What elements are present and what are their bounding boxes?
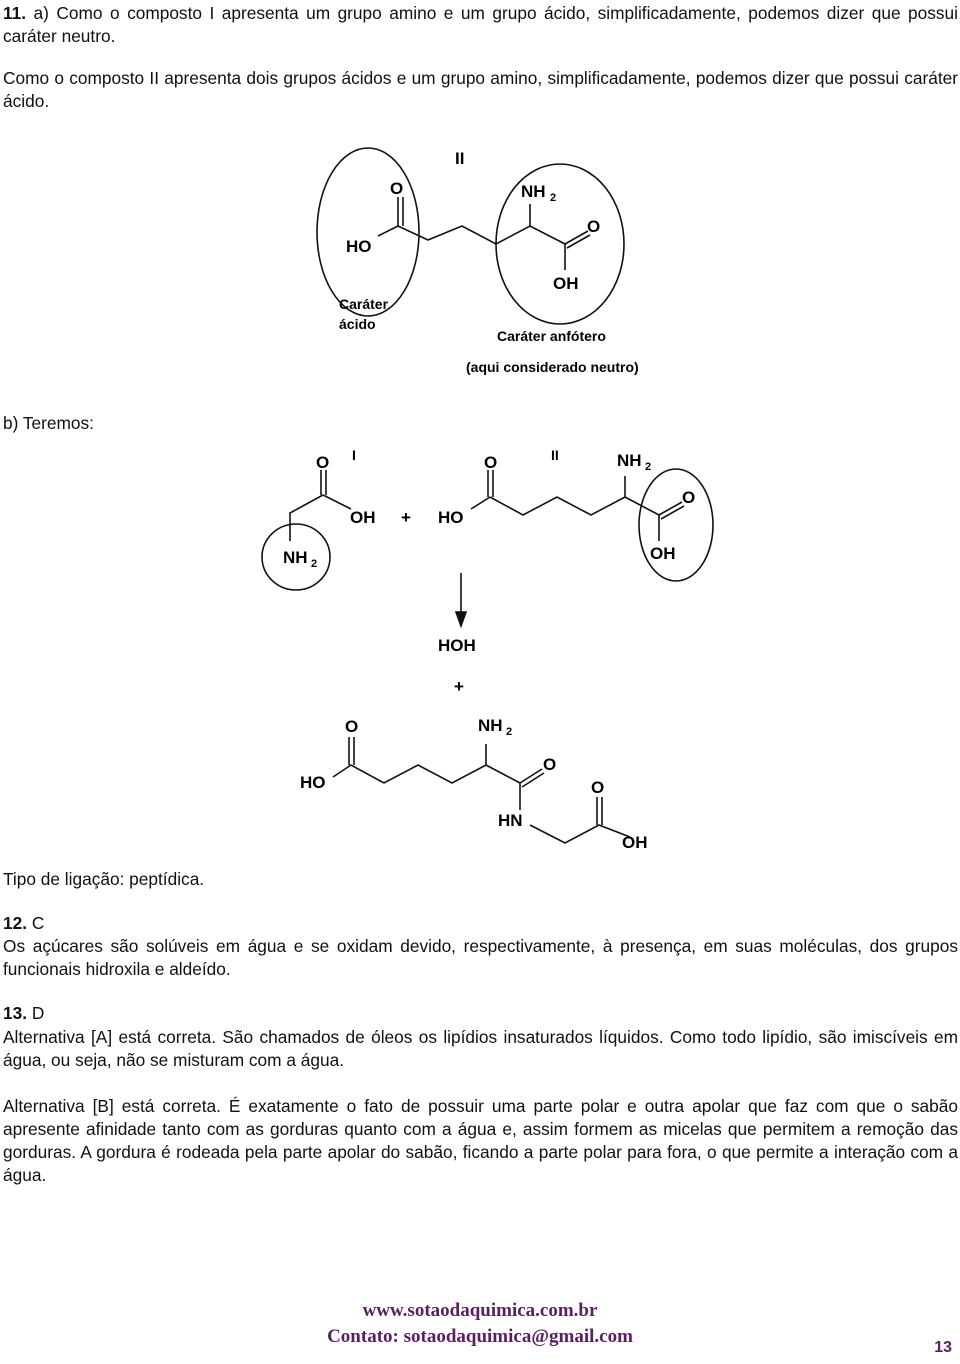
q11-b-text: b) Teremos:: [3, 413, 94, 433]
fig2-product-nh2: NH: [478, 716, 503, 735]
fig1-caption-neutral: (aqui considerado neutro): [466, 359, 639, 375]
amino-circle: [262, 524, 330, 590]
fig1-caption-amphoteric: Caráter anfótero: [497, 328, 606, 344]
q13-alternative-a: Alternativa [A] está correta. São chamados de óleos os lipídios insaturados líquidos. Como todo lipídio, são imiscíveis em água, ou seja, não se misturam com a água.: [3, 1027, 958, 1070]
fig1-o-top: O: [390, 179, 404, 198]
fig1-compound-label: II: [455, 149, 465, 168]
fig2-plus2: +: [454, 677, 464, 696]
carboxyl-circle: [639, 469, 713, 581]
fig2-nh2-1: NH: [283, 548, 308, 567]
amphoteric-circle: [496, 164, 624, 324]
fig2-nh2-2-sub: 2: [645, 461, 652, 473]
fig1-ho: HO: [346, 237, 372, 256]
q13-header: [3, 1002, 958, 1025]
q13-number: 13.: [3, 1003, 28, 1023]
fig1-nh-sub: 2: [550, 192, 557, 204]
fig2-water: HOH: [438, 636, 476, 655]
q11-bond-type: Tipo de ligação: peptídica.: [3, 869, 205, 889]
q11-a-text: a) Como o composto I apresenta um grupo amino e um grupo ácido, simplificadamente, podemos dizer que possui caráter neutro.: [3, 3, 958, 46]
footer-contact[interactable]: Contato: sotaodaquimica@gmail.com: [327, 1326, 633, 1347]
fig2-oh3: OH: [650, 544, 676, 563]
fig2-nh2-1-sub: 2: [311, 558, 318, 570]
fig2-o3: O: [682, 488, 696, 507]
fig2-nh2-2: NH: [617, 451, 642, 470]
acid-circle: [317, 148, 419, 316]
fig2-product-o2: O: [543, 755, 557, 774]
fig2-label-ii: II: [551, 447, 559, 463]
q12-number: 12.: [3, 913, 28, 933]
fig1-nh: NH: [521, 182, 546, 201]
fig2-product-o1: O: [345, 717, 359, 736]
fig2-oh1: OH: [350, 508, 376, 527]
q11-number: 11.: [3, 3, 27, 23]
fig2-product-oh: OH: [622, 833, 648, 852]
fig2-label-i: I: [352, 447, 356, 463]
q12-header: [3, 912, 958, 935]
fig2-product-ho: HO: [300, 773, 326, 792]
fig1-caption-acid-1: Caráter: [339, 296, 389, 312]
page-number: 13: [934, 1339, 952, 1356]
q13-alternative-b: Alternativa [B] está correta. É exatamente o fato de possuir uma parte polar e outra apolar que faz com que o sabão apresente afinidade tanto com as gorduras quanto com a água e, assim formem as micelas que permitem a remoção das gorduras. A gordura é rodeada pela parte apolar do sabão, ficando a parte polar para fora, o que permite a interação com a água.: [3, 1096, 958, 1185]
fig2-o1: O: [316, 453, 330, 472]
fig2-ho2: HO: [438, 508, 464, 527]
q11-a-text2: Como o composto II apresenta dois grupos ácidos e um grupo amino, simplificadamente, podemos dizer que possui caráter ácido.: [3, 68, 958, 111]
fig2-o2: O: [484, 453, 498, 472]
fig2-product-hn: HN: [498, 811, 523, 830]
fig2-product-o3: O: [591, 778, 605, 797]
fig1-o-right: O: [587, 217, 601, 236]
q11-a-paragraph: [3, 2, 958, 48]
fig2-plus: +: [401, 508, 411, 527]
fig1-oh: OH: [553, 274, 579, 293]
fig2-product-nh2-sub: 2: [506, 726, 513, 738]
q12-answer: C: [27, 913, 45, 933]
footer-website[interactable]: www.sotaodaquimica.com.br: [362, 1300, 598, 1321]
q13-answer: D: [27, 1003, 45, 1023]
fig1-caption-acid-2: ácido: [339, 316, 376, 332]
q12-text: Os açúcares são solúveis em água e se oxidam devido, respectivamente, à presença, em suas moléculas, dos grupos funcionais hidroxila e aldeído.: [3, 936, 958, 979]
